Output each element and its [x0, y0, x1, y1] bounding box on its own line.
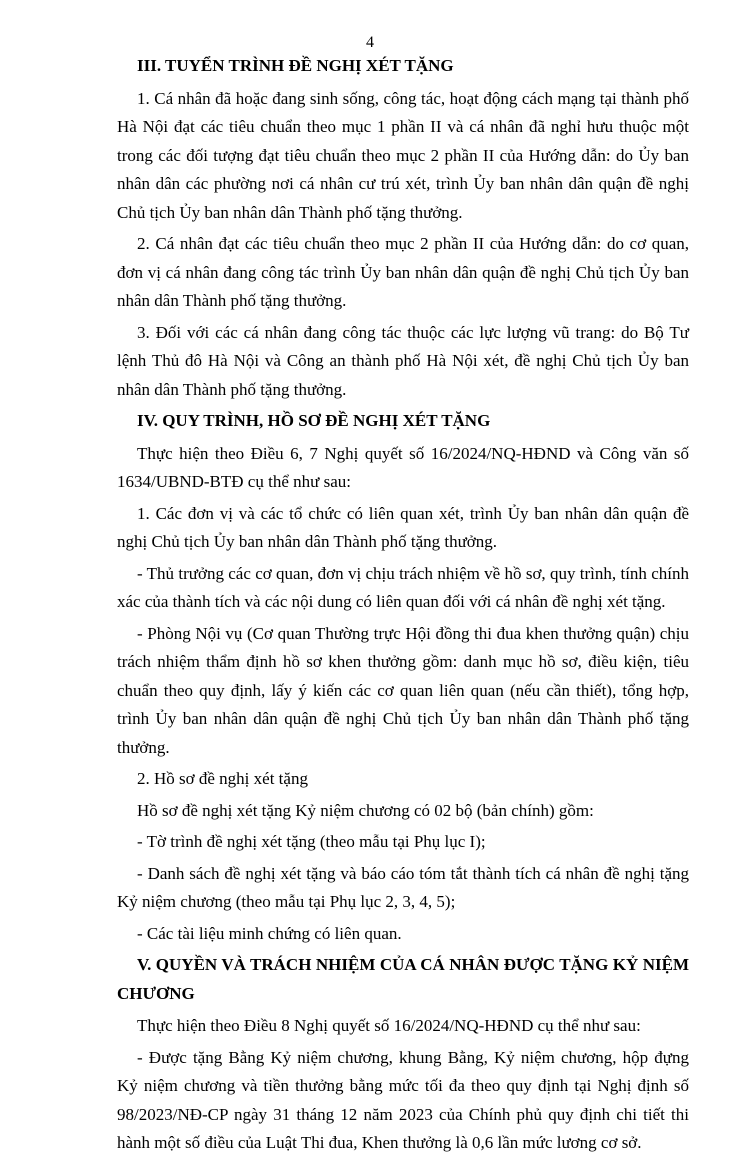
paragraph: 1. Cá nhân đã hoặc đang sinh sống, công tác, hoạt động cách mạng tại thành phố Hà Nội đạt các tiêu chuẩn theo mục 1 phần II và cá nhân đã nghỉ hưu thuộc một trong các đối tượng đạt tiêu chuẩn theo mục 2 phần II của Hướng dẫn: do Ủy ban nhân dân các phường nơi cá nhân cư trú xét, trình Ủy ban nhân dân quận đề nghị Chủ tịch Ủy ban nhân dân Thành phố tặng thưởng.	[117, 88, 689, 222]
page-number: 4	[366, 34, 374, 51]
paragraph: - Các tài liệu minh chứng có liên quan.	[137, 923, 402, 943]
section-iv	[117, 407, 689, 948]
paragraph: Thực hiện theo Điều 8 Nghị quyết số 16/2024/NQ-HĐND cụ thể như sau:	[137, 1016, 641, 1035]
section-heading: V. QUYỀN VÀ TRÁCH NHIỆM CỦA CÁ NHÂN ĐƯỢC TẶNG KỶ NIỆM CHƯƠNG	[117, 955, 689, 1003]
paragraph: Thực hiện theo Điều 6, 7 Nghị quyết số 16/2024/NQ-HĐND và Công văn số 1634/UBND-BTĐ cụ thể như sau:	[117, 443, 689, 491]
section-v	[117, 951, 689, 1158]
paragraph: 2. Hồ sơ đề nghị xét tặng	[137, 769, 308, 788]
document-body	[117, 52, 689, 1161]
section-heading: IV. QUY TRÌNH, HỒ SƠ ĐỀ NGHỊ XÉT TẶNG	[137, 411, 491, 430]
section-heading: III. TUYỂN TRÌNH ĐỀ NGHỊ XÉT TẶNG	[137, 56, 454, 75]
section-iii	[117, 52, 689, 404]
paragraph: Hồ sơ đề nghị xét tặng Kỷ niệm chương có 02 bộ (bản chính) gồm:	[137, 800, 594, 820]
paragraph: 3. Đối với các cá nhân đang công tác thuộc các lực lượng vũ trang: do Bộ Tư lệnh Thủ đô Hà Nội và Công an thành phố Hà Nội xét, đề nghị Chủ tịch Ủy ban nhân dân Thành phố tặng thưởng.	[117, 322, 689, 399]
paragraph: 1. Các đơn vị và các tổ chức có liên quan xét, trình Ủy ban nhân dân quận đề nghị Chủ tịch Ủy ban nhân dân Thành phố tặng thưởng.	[117, 503, 689, 551]
paragraph: - Danh sách đề nghị xét tặng và báo cáo tóm tắt thành tích cá nhân đề nghị tặng Kỷ niệm chương (theo mẫu tại Phụ lục 2, 3, 4, 5);	[117, 863, 689, 911]
paragraph: - Phòng Nội vụ (Cơ quan Thường trực Hội đồng thi đua khen thưởng quận) chịu trách nhiệm thẩm định hồ sơ khen thưởng gồm: danh mục hồ sơ, điều kiện, tiêu chuẩn theo quy định, lấy ý kiến các cơ quan liên quan (nếu cần thiết), tổng hợp, trình Ủy ban nhân dân quận đề nghị Chủ tịch Ủy ban nhân dân Thành phố tặng thưởng.	[117, 623, 689, 757]
paragraph: - Tờ trình đề nghị xét tặng (theo mẫu tại Phụ lục I);	[137, 832, 486, 851]
paragraph: - Thủ trưởng các cơ quan, đơn vị chịu trách nhiệm về hồ sơ, quy trình, tính chính xác của thành tích và các nội dung có liên quan đối với cá nhân đề nghị xét tặng.	[117, 563, 689, 611]
paragraph: 2. Cá nhân đạt các tiêu chuẩn theo mục 2 phần II của Hướng dẫn: do cơ quan, đơn vị cá nhân đang công tác trình Ủy ban nhân dân quận đề nghị Chủ tịch Ủy ban nhân dân Thành phố tặng thưởng.	[117, 234, 689, 310]
paragraph: - Được tặng Bằng Kỷ niệm chương, khung Bằng, Kỷ niệm chương, hộp đựng Kỷ niệm chương và tiền thưởng bằng mức tối đa theo quy định tại Nghị định số 98/2023/NĐ-CP ngày 31 tháng 12 năm 2023 của Chính phủ quy định chi tiết thi hành một số điều của Luật Thi đua, Khen thưởng là 0,6 lần mức lương cơ sở.	[117, 1047, 689, 1152]
